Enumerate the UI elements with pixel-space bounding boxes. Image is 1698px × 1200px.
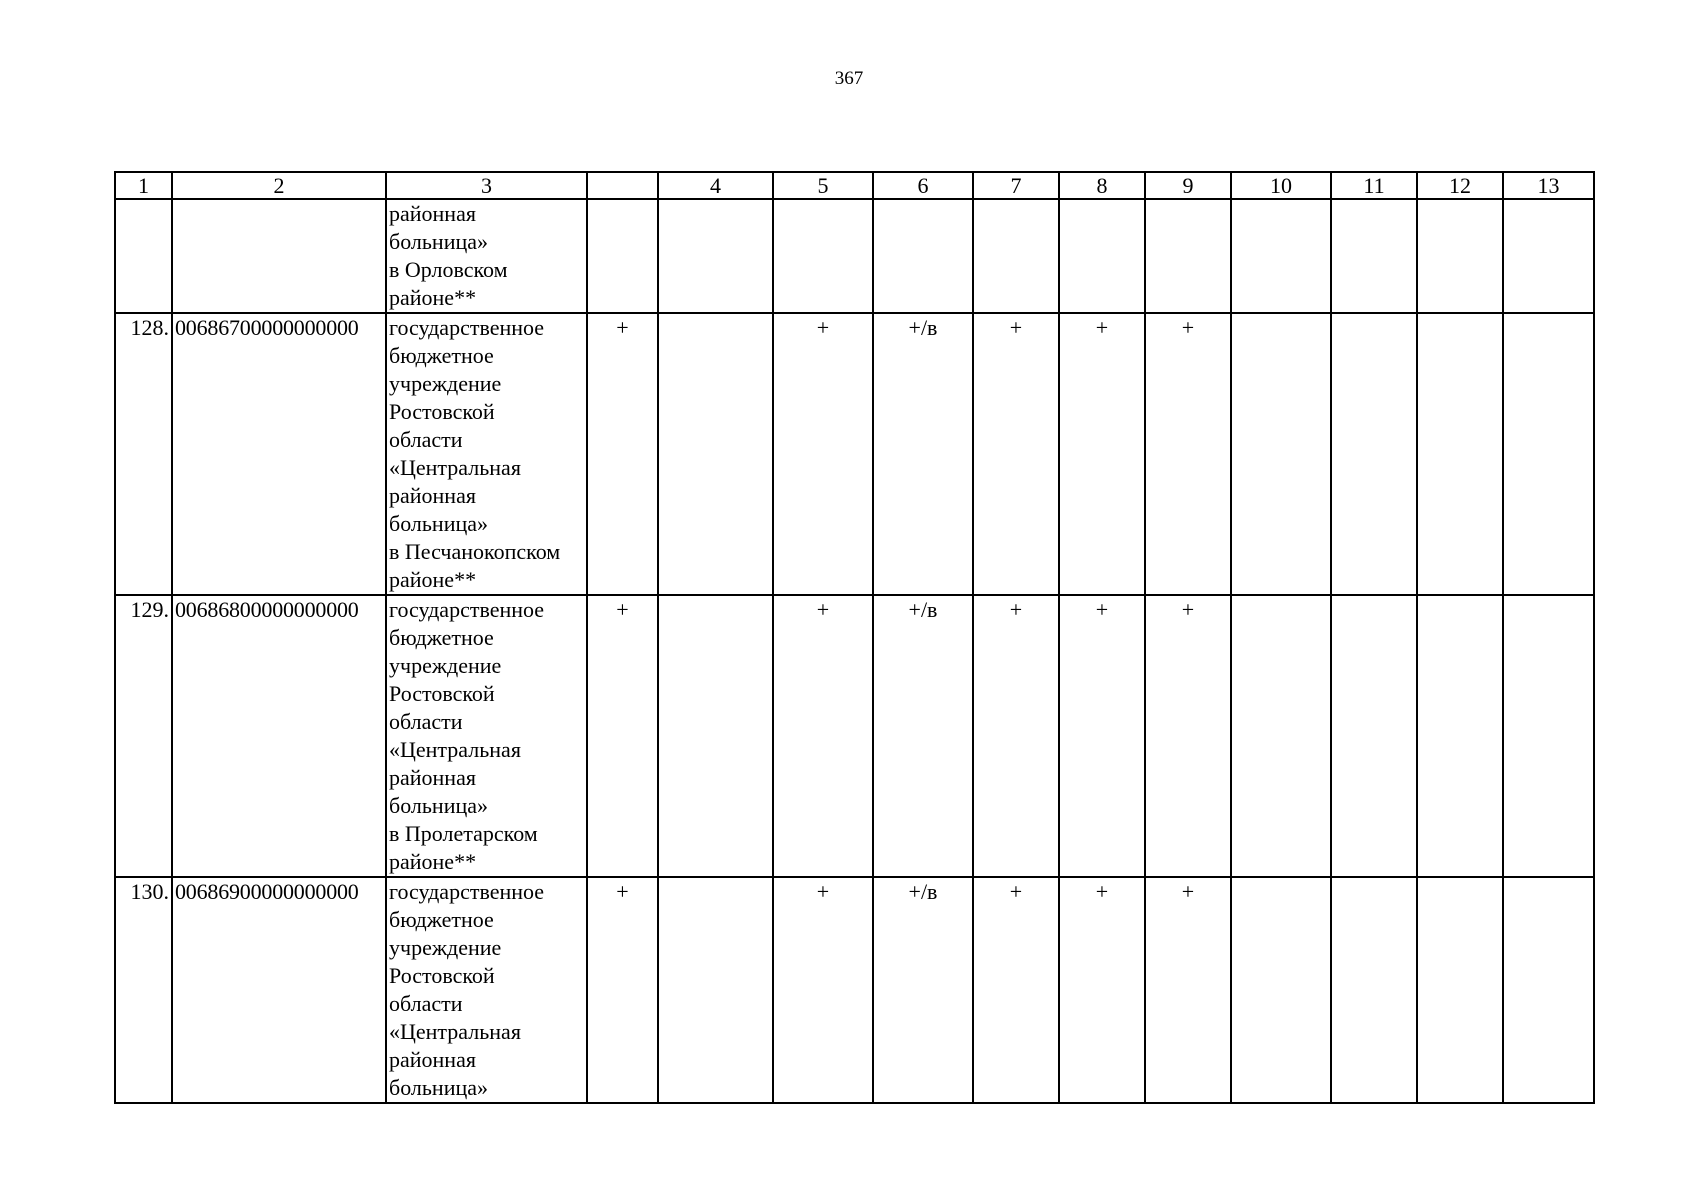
mark-cell [1331, 877, 1417, 1103]
mark-cell [1331, 595, 1417, 877]
mark-cell [1231, 313, 1331, 595]
mark-cell [658, 199, 773, 313]
mark-cell: + [1059, 313, 1145, 595]
organization-name-line: области [389, 427, 463, 452]
mark-cell [1503, 595, 1594, 877]
header-cell: 8 [1059, 172, 1145, 199]
organization-name-line: больница» [389, 229, 488, 254]
mark-cell: +/в [873, 877, 973, 1103]
mark-cell: +/в [873, 595, 973, 877]
row-number-cell [115, 199, 172, 313]
organization-name-line: районная [389, 1047, 476, 1072]
header-cell: 6 [873, 172, 973, 199]
mark-cell [1059, 199, 1145, 313]
organization-name-line: учреждение [389, 653, 502, 678]
header-cell: 11 [1331, 172, 1417, 199]
row-number-cell: 129. [115, 595, 172, 877]
organization-name-line: районная [389, 483, 476, 508]
organization-name-line: районе** [389, 849, 477, 874]
organization-name-line: больница» [389, 1075, 488, 1100]
organization-name-cell [386, 877, 587, 1103]
mark-cell [658, 595, 773, 877]
organization-code-cell: 00686700000000000 [172, 313, 386, 595]
organization-name-line: районе** [389, 567, 477, 592]
organization-name-cell [386, 199, 587, 313]
mark-cell [1331, 199, 1417, 313]
organization-name-line: больница» [389, 793, 488, 818]
mark-cell [1417, 199, 1503, 313]
mark-cell [773, 199, 873, 313]
mark-cell: + [587, 595, 658, 877]
table-row [115, 199, 1594, 313]
mark-cell: + [773, 877, 873, 1103]
mark-cell [873, 199, 973, 313]
organization-name-line: учреждение [389, 371, 502, 396]
page-number: 367 [834, 68, 864, 89]
organization-name-line: государственное [389, 597, 545, 622]
mark-cell [658, 877, 773, 1103]
mark-cell [1503, 877, 1594, 1103]
mark-cell [1145, 199, 1231, 313]
organization-name-line: «Центральная [389, 1019, 521, 1044]
organization-code-cell: 00686900000000000 [172, 877, 386, 1103]
header-cell: 12 [1417, 172, 1503, 199]
header-cell: 1 [115, 172, 172, 199]
organization-code-cell [172, 199, 386, 313]
table-row [115, 313, 1594, 595]
header-cell: 9 [1145, 172, 1231, 199]
header-cell: 5 [773, 172, 873, 199]
header-cell: 2 [172, 172, 386, 199]
organization-name-line: государственное [389, 315, 545, 340]
organization-name-line: области [389, 709, 463, 734]
mark-cell: + [973, 595, 1059, 877]
mark-cell: +/в [873, 313, 973, 595]
mark-cell [658, 313, 773, 595]
mark-cell [1503, 199, 1594, 313]
mark-cell [1417, 877, 1503, 1103]
organization-name-line: районная [389, 765, 476, 790]
data-table [114, 171, 1595, 1104]
mark-cell [587, 199, 658, 313]
organization-name-cell [386, 313, 587, 595]
organization-name-line: в Пролетарском [389, 821, 538, 846]
row-number-cell: 128. [115, 313, 172, 595]
header-cell: 13 [1503, 172, 1594, 199]
mark-cell [1417, 595, 1503, 877]
mark-cell [1503, 313, 1594, 595]
header-cell: 7 [973, 172, 1059, 199]
mark-cell: + [773, 595, 873, 877]
organization-name-line: бюджетное [389, 907, 494, 932]
organization-code-cell: 00686800000000000 [172, 595, 386, 877]
organization-name-line: в Песчанокопском [389, 539, 561, 564]
organization-name-line: Ростовской [389, 681, 495, 706]
mark-cell: + [1145, 313, 1231, 595]
organization-name-line: области [389, 991, 463, 1016]
mark-cell [1417, 313, 1503, 595]
mark-cell [1231, 595, 1331, 877]
mark-cell: + [1145, 877, 1231, 1103]
column-number-header-row [115, 172, 1594, 199]
organization-name-line: «Центральная [389, 737, 521, 762]
table-body [115, 199, 1594, 1103]
organization-name-line: районная [389, 201, 476, 226]
organization-name-line: бюджетное [389, 343, 494, 368]
mark-cell [1231, 877, 1331, 1103]
organization-name-line: учреждение [389, 935, 502, 960]
table-row [115, 595, 1594, 877]
mark-cell: + [773, 313, 873, 595]
mark-cell: + [973, 877, 1059, 1103]
organization-name-line: государственное [389, 879, 545, 904]
row-number-cell: 130. [115, 877, 172, 1103]
header-cell: 3 [386, 172, 587, 199]
mark-cell: + [587, 313, 658, 595]
organization-name-line: бюджетное [389, 625, 494, 650]
organization-name-line: Ростовской [389, 399, 495, 424]
mark-cell: + [1059, 595, 1145, 877]
mark-cell: + [1145, 595, 1231, 877]
organization-name-line: больница» [389, 511, 488, 536]
table-row [115, 877, 1594, 1103]
mark-cell: + [973, 313, 1059, 595]
header-cell: 4 [658, 172, 773, 199]
organization-name-cell [386, 595, 587, 877]
mark-cell [973, 199, 1059, 313]
mark-cell: + [1059, 877, 1145, 1103]
organization-name-line: районе** [389, 285, 477, 310]
organization-name-line: Ростовской [389, 963, 495, 988]
organization-name-line: в Орловском [389, 257, 508, 282]
header-cell: 10 [1231, 172, 1331, 199]
mark-cell: + [587, 877, 658, 1103]
header-cell [587, 172, 658, 199]
organization-name-line: «Центральная [389, 455, 521, 480]
mark-cell [1231, 199, 1331, 313]
mark-cell [1331, 313, 1417, 595]
